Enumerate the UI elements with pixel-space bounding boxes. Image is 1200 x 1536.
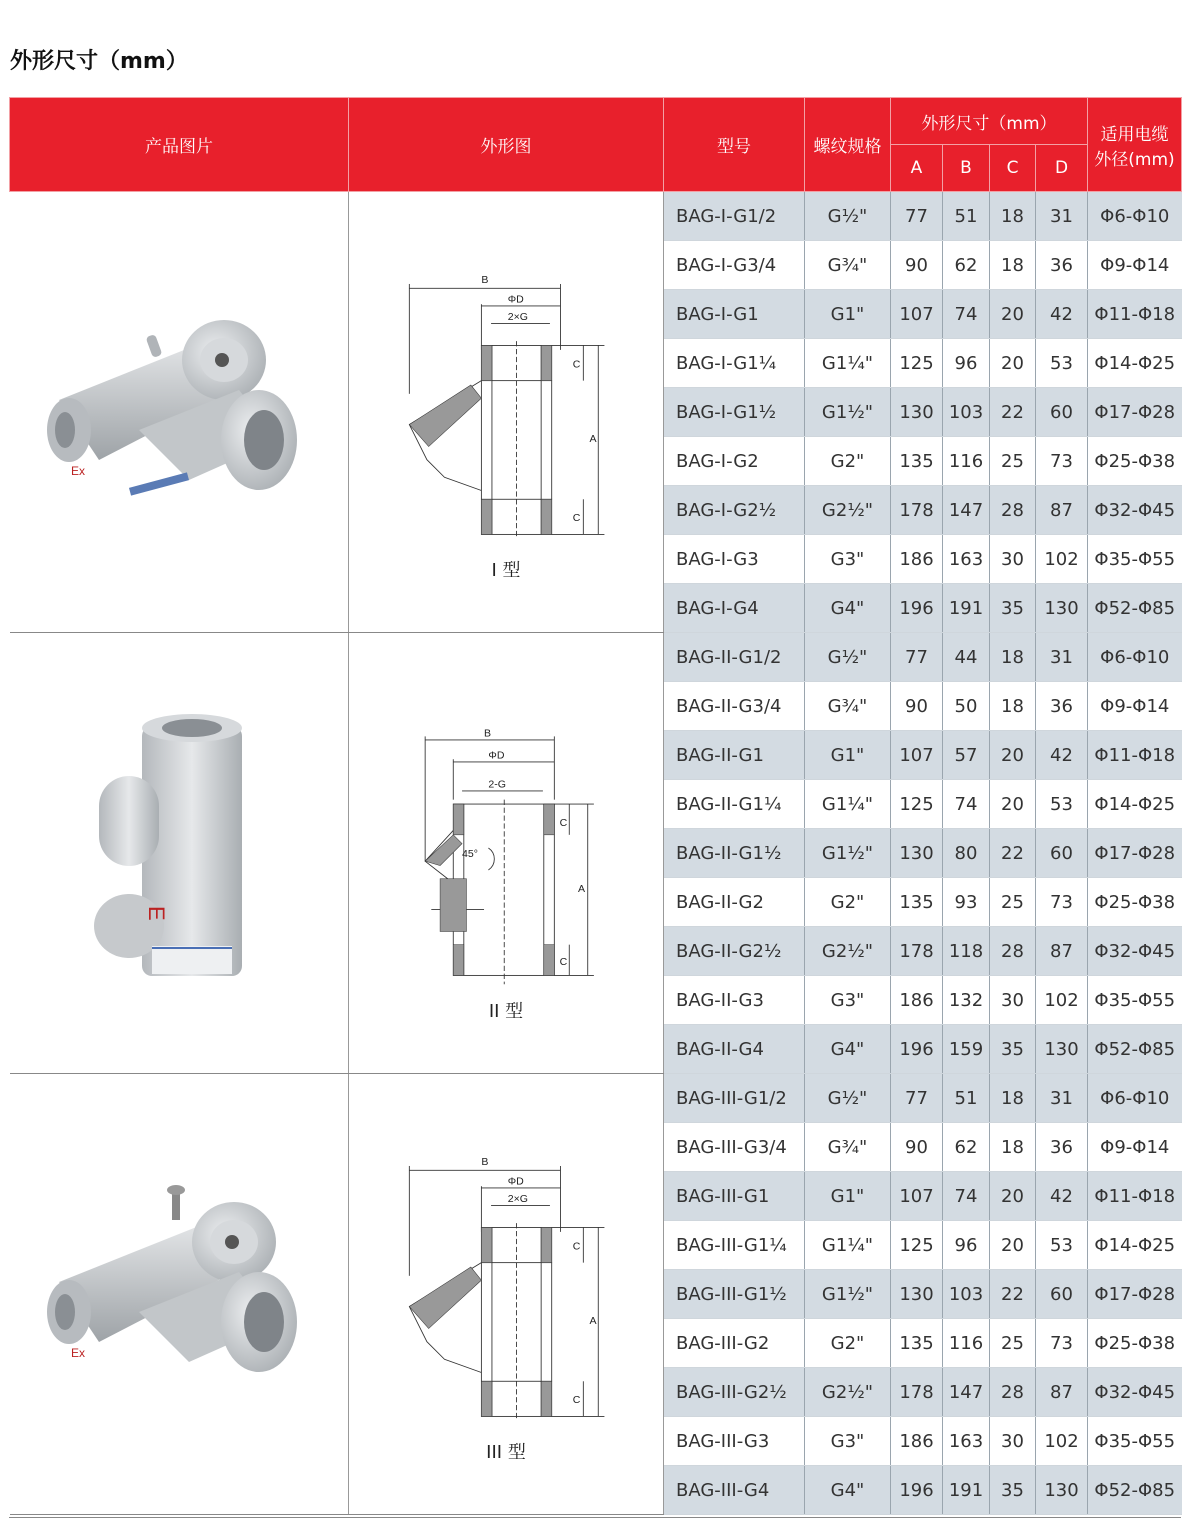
dim-c-cell: 28: [990, 1368, 1036, 1417]
header-b: B: [943, 145, 990, 192]
cable-od-cell: Φ17-Φ28: [1088, 829, 1182, 878]
dim-a-label: A: [578, 882, 586, 895]
model-cell: BAG-II-G1½: [664, 829, 805, 878]
dim-b-cell: 96: [943, 339, 990, 388]
cable-od-cell: Φ6-Φ10: [1088, 633, 1182, 682]
spec-table: [9, 97, 1182, 1515]
header-cable: [1088, 98, 1182, 192]
dim-b-cell: 191: [943, 1466, 990, 1515]
dim-a-cell: 178: [891, 486, 943, 535]
dim-c-cell: 30: [990, 976, 1036, 1025]
drawing-type-label: I 型: [491, 560, 521, 581]
cable-od-cell: Φ14-Φ25: [1088, 780, 1182, 829]
dim-c-label: C: [572, 1394, 581, 1407]
dim-a-cell: 130: [891, 388, 943, 437]
dim-c-cell: 35: [990, 1025, 1036, 1074]
dim-b-cell: 147: [943, 486, 990, 535]
dim-a-cell: 196: [891, 1466, 943, 1515]
cable-od-cell: Φ6-Φ10: [1088, 192, 1182, 241]
dim-a-cell: 196: [891, 1025, 943, 1074]
dim-b-label: B: [484, 727, 492, 740]
dim-d-cell: 36: [1036, 1123, 1088, 1172]
dim-c-cell: 18: [990, 1123, 1036, 1172]
dim-c-cell: 20: [990, 1221, 1036, 1270]
thread-cell: G1¼": [805, 780, 891, 829]
model-cell: BAG-I-G3: [664, 535, 805, 584]
dim-a-cell: 130: [891, 1270, 943, 1319]
cable-od-cell: Φ9-Φ14: [1088, 241, 1182, 290]
dim-d-cell: 130: [1036, 584, 1088, 633]
cable-od-cell: Φ14-Φ25: [1088, 339, 1182, 388]
dim-c-label: C: [559, 955, 568, 968]
model-cell: BAG-I-G1: [664, 290, 805, 339]
model-cell: BAG-I-G1¼: [664, 339, 805, 388]
thread-cell: G2½": [805, 486, 891, 535]
thread-cell: G¾": [805, 241, 891, 290]
dim-a-cell: 107: [891, 290, 943, 339]
model-cell: BAG-III-G1¼: [664, 1221, 805, 1270]
dim-b-cell: 147: [943, 1368, 990, 1417]
dim-d-cell: 31: [1036, 633, 1088, 682]
thread-cell: G2½": [805, 927, 891, 976]
dim-d-cell: 53: [1036, 1221, 1088, 1270]
dim-a-cell: 125: [891, 780, 943, 829]
model-cell: BAG-III-G4: [664, 1466, 805, 1515]
dim-b-cell: 116: [943, 437, 990, 486]
model-cell: BAG-II-G3: [664, 976, 805, 1025]
product-photo-type-i: [29, 280, 329, 540]
product-photo-type-ii: [29, 706, 329, 996]
dim-c-label: C: [572, 1240, 581, 1253]
dim-a-cell: 125: [891, 1221, 943, 1270]
product-photo-type-iii: [29, 1162, 329, 1422]
dim-d-label: ΦD: [488, 749, 505, 762]
thread-cell: G2": [805, 437, 891, 486]
thread-cell: G4": [805, 1466, 891, 1515]
dim-c-cell: 22: [990, 829, 1036, 878]
cable-od-cell: Φ6-Φ10: [1088, 1074, 1182, 1123]
dim-a-cell: 186: [891, 976, 943, 1025]
thread-cell: G4": [805, 1025, 891, 1074]
dim-b-cell: 96: [943, 1221, 990, 1270]
dim-c-cell: 18: [990, 682, 1036, 731]
dim-c-cell: 28: [990, 486, 1036, 535]
model-cell: BAG-I-G1½: [664, 388, 805, 437]
model-cell: BAG-III-G1½: [664, 1270, 805, 1319]
dim-b-cell: 62: [943, 241, 990, 290]
dim-d-cell: 42: [1036, 731, 1088, 780]
model-cell: BAG-I-G3/4: [664, 241, 805, 290]
ex-mark: Ex: [70, 463, 85, 478]
dim-c-label: C: [559, 817, 568, 830]
dim-c-cell: 20: [990, 290, 1036, 339]
model-cell: BAG-III-G3: [664, 1417, 805, 1466]
header-photo: 产品图片: [10, 98, 349, 192]
dim-a-cell: 130: [891, 829, 943, 878]
dim-c-cell: 25: [990, 878, 1036, 927]
dim-a-cell: 135: [891, 878, 943, 927]
outline-drawing-cell: [349, 633, 664, 1074]
page-title: 外形尺寸（mm）: [10, 49, 188, 74]
table-row: [10, 192, 1182, 241]
dim-b-cell: 74: [943, 290, 990, 339]
cable-od-cell: Φ25-Φ38: [1088, 1319, 1182, 1368]
outline-drawing-cell: [349, 192, 664, 633]
dim-b-cell: 51: [943, 192, 990, 241]
product-photo-cell: [10, 633, 349, 1074]
dim-d-cell: 31: [1036, 1074, 1088, 1123]
thread-cell: G¾": [805, 682, 891, 731]
dim-b-cell: 74: [943, 1172, 990, 1221]
thread-cell: G½": [805, 1074, 891, 1123]
thread-cell: G1": [805, 731, 891, 780]
dim-a-cell: 90: [891, 241, 943, 290]
cable-od-cell: Φ35-Φ55: [1088, 976, 1182, 1025]
model-cell: BAG-III-G1: [664, 1172, 805, 1221]
thread-cell: G2": [805, 1319, 891, 1368]
dim-a-label: A: [589, 1315, 597, 1328]
dim-d-cell: 60: [1036, 1270, 1088, 1319]
dim-b-label: B: [481, 274, 489, 287]
header-thread: 螺纹规格: [805, 98, 891, 192]
thread-cell: G1¼": [805, 1221, 891, 1270]
outline-drawing: [356, 1144, 656, 1434]
dim-c-cell: 18: [990, 1074, 1036, 1123]
dim-d-cell: 60: [1036, 388, 1088, 437]
header-dims: 外形尺寸（mm）: [891, 98, 1088, 145]
cable-od-cell: Φ32-Φ45: [1088, 1368, 1182, 1417]
dim-a-cell: 107: [891, 1172, 943, 1221]
model-cell: BAG-II-G4: [664, 1025, 805, 1074]
outline-drawing-cell: [349, 1074, 664, 1515]
dim-d-cell: 73: [1036, 1319, 1088, 1368]
dim-c-cell: 30: [990, 535, 1036, 584]
thread-cell: G½": [805, 192, 891, 241]
product-photo-cell: [10, 192, 349, 633]
dim-a-cell: 186: [891, 535, 943, 584]
header-model: 型号: [664, 98, 805, 192]
dim-a-cell: 77: [891, 1074, 943, 1123]
dim-a-cell: 135: [891, 1319, 943, 1368]
dim-d-cell: 87: [1036, 1368, 1088, 1417]
thread-cell: G1½": [805, 1270, 891, 1319]
drawing-type-label: III 型: [486, 1442, 526, 1463]
dim-b-cell: 44: [943, 633, 990, 682]
cable-od-cell: Φ52-Φ85: [1088, 1466, 1182, 1515]
dim-a-cell: 107: [891, 731, 943, 780]
model-cell: BAG-III-G2: [664, 1319, 805, 1368]
model-cell: BAG-II-G1/2: [664, 633, 805, 682]
cable-od-cell: Φ17-Φ28: [1088, 388, 1182, 437]
dim-a-cell: 90: [891, 1123, 943, 1172]
header-cable-line1: 适用电缆: [1100, 124, 1169, 145]
outline-drawing: [356, 703, 656, 993]
model-cell: BAG-II-G2½: [664, 927, 805, 976]
outline-drawing: [356, 262, 656, 552]
dim-g-label: 2×G: [507, 1193, 528, 1205]
dim-b-cell: 132: [943, 976, 990, 1025]
dim-b-cell: 62: [943, 1123, 990, 1172]
spec-table-body: [10, 192, 1182, 1515]
dim-b-cell: 50: [943, 682, 990, 731]
dim-d-cell: 130: [1036, 1025, 1088, 1074]
model-cell: BAG-I-G1/2: [664, 192, 805, 241]
dim-c-cell: 22: [990, 388, 1036, 437]
thread-cell: G2½": [805, 1368, 891, 1417]
dim-d-cell: 36: [1036, 682, 1088, 731]
dim-d-label: ΦD: [507, 293, 524, 306]
dim-c-cell: 35: [990, 584, 1036, 633]
dim-d-cell: 53: [1036, 780, 1088, 829]
cable-od-cell: Φ9-Φ14: [1088, 1123, 1182, 1172]
dim-c-label: C: [572, 358, 581, 371]
model-cell: BAG-II-G3/4: [664, 682, 805, 731]
dim-c-cell: 30: [990, 1417, 1036, 1466]
header-c: C: [990, 145, 1036, 192]
dim-b-cell: 159: [943, 1025, 990, 1074]
product-photo-cell: [10, 1074, 349, 1515]
dim-c-cell: 20: [990, 1172, 1036, 1221]
dim-d-cell: 102: [1036, 976, 1088, 1025]
thread-cell: G3": [805, 976, 891, 1025]
model-cell: BAG-III-G1/2: [664, 1074, 805, 1123]
model-cell: BAG-II-G1¼: [664, 780, 805, 829]
thread-cell: G1¼": [805, 339, 891, 388]
header-a: A: [891, 145, 943, 192]
model-cell: BAG-I-G2½: [664, 486, 805, 535]
dim-d-label: ΦD: [507, 1175, 524, 1188]
cable-od-cell: Φ25-Φ38: [1088, 437, 1182, 486]
dim-b-cell: 93: [943, 878, 990, 927]
dim-d-cell: 53: [1036, 339, 1088, 388]
dim-d-cell: 102: [1036, 535, 1088, 584]
dim-d-cell: 87: [1036, 927, 1088, 976]
dim-g-label: 2×G: [507, 311, 528, 323]
thread-cell: G3": [805, 535, 891, 584]
dim-c-cell: 25: [990, 437, 1036, 486]
cable-od-cell: Φ35-Φ55: [1088, 1417, 1182, 1466]
thread-cell: G4": [805, 584, 891, 633]
dim-d-cell: 73: [1036, 878, 1088, 927]
cable-od-cell: Φ35-Φ55: [1088, 535, 1182, 584]
dim-c-label: C: [572, 512, 581, 525]
model-cell: BAG-I-G2: [664, 437, 805, 486]
dim-a-cell: 178: [891, 1368, 943, 1417]
dim-d-cell: 73: [1036, 437, 1088, 486]
dim-d-cell: 102: [1036, 1417, 1088, 1466]
dim-b-cell: 57: [943, 731, 990, 780]
dim-d-cell: 42: [1036, 290, 1088, 339]
dim-d-cell: 42: [1036, 1172, 1088, 1221]
model-cell: BAG-I-G4: [664, 584, 805, 633]
cable-od-cell: Φ32-Φ45: [1088, 486, 1182, 535]
angle-label: 45°: [462, 847, 478, 860]
model-cell: BAG-III-G2½: [664, 1368, 805, 1417]
cable-od-cell: Φ11-Φ18: [1088, 290, 1182, 339]
dim-c-cell: 25: [990, 1319, 1036, 1368]
dim-a-cell: 77: [891, 633, 943, 682]
dim-b-cell: 103: [943, 1270, 990, 1319]
cable-od-cell: Φ32-Φ45: [1088, 927, 1182, 976]
thread-cell: G1½": [805, 829, 891, 878]
dim-b-cell: 103: [943, 388, 990, 437]
dim-d-cell: 36: [1036, 241, 1088, 290]
dim-d-cell: 87: [1036, 486, 1088, 535]
header-drawing: 外形图: [349, 98, 664, 192]
dim-d-cell: 60: [1036, 829, 1088, 878]
table-bottom-rule: [9, 1517, 1181, 1518]
thread-cell: G2": [805, 878, 891, 927]
dim-d-cell: 130: [1036, 1466, 1088, 1515]
dim-a-cell: 90: [891, 682, 943, 731]
cable-od-cell: Φ9-Φ14: [1088, 682, 1182, 731]
dim-c-cell: 18: [990, 241, 1036, 290]
dim-a-cell: 77: [891, 192, 943, 241]
dim-a-cell: 196: [891, 584, 943, 633]
cable-od-cell: Φ52-Φ85: [1088, 1025, 1182, 1074]
dim-a-label: A: [589, 433, 597, 446]
dim-b-label: B: [481, 1156, 489, 1169]
thread-cell: G1": [805, 1172, 891, 1221]
dim-b-cell: 51: [943, 1074, 990, 1123]
cable-od-cell: Φ52-Φ85: [1088, 584, 1182, 633]
cable-od-cell: Φ11-Φ18: [1088, 1172, 1182, 1221]
cable-od-cell: Φ25-Φ38: [1088, 878, 1182, 927]
table-row: [10, 633, 1182, 682]
dim-b-cell: 118: [943, 927, 990, 976]
thread-cell: G1½": [805, 388, 891, 437]
cable-od-cell: Φ14-Φ25: [1088, 1221, 1182, 1270]
model-cell: BAG-II-G1: [664, 731, 805, 780]
dim-b-cell: 163: [943, 535, 990, 584]
model-cell: BAG-II-G2: [664, 878, 805, 927]
dim-c-cell: 18: [990, 192, 1036, 241]
dim-c-cell: 20: [990, 339, 1036, 388]
cable-od-cell: Φ17-Φ28: [1088, 1270, 1182, 1319]
dim-b-cell: 80: [943, 829, 990, 878]
thread-cell: G¾": [805, 1123, 891, 1172]
dim-b-cell: 116: [943, 1319, 990, 1368]
dim-c-cell: 22: [990, 1270, 1036, 1319]
dim-a-cell: 178: [891, 927, 943, 976]
header-cable-line2: 外径(mm): [1094, 149, 1175, 170]
dim-b-cell: 163: [943, 1417, 990, 1466]
drawing-type-label: II 型: [488, 1001, 524, 1022]
dim-c-cell: 35: [990, 1466, 1036, 1515]
header-d: D: [1036, 145, 1088, 192]
thread-cell: G3": [805, 1417, 891, 1466]
ex-mark: Ex: [70, 1345, 85, 1360]
dim-a-cell: 125: [891, 339, 943, 388]
dim-b-cell: 191: [943, 584, 990, 633]
model-cell: BAG-III-G3/4: [664, 1123, 805, 1172]
thread-cell: G1": [805, 290, 891, 339]
cable-od-cell: Φ11-Φ18: [1088, 731, 1182, 780]
dim-c-cell: 20: [990, 780, 1036, 829]
dim-c-cell: 28: [990, 927, 1036, 976]
svg-text:E: E: [143, 905, 169, 921]
dim-a-cell: 186: [891, 1417, 943, 1466]
thread-cell: G½": [805, 633, 891, 682]
dim-d-cell: 31: [1036, 192, 1088, 241]
dim-a-cell: 135: [891, 437, 943, 486]
dim-c-cell: 18: [990, 633, 1036, 682]
dim-c-cell: 20: [990, 731, 1036, 780]
table-row: [10, 1074, 1182, 1123]
dim-g-label: 2-G: [488, 778, 506, 791]
dim-b-cell: 74: [943, 780, 990, 829]
